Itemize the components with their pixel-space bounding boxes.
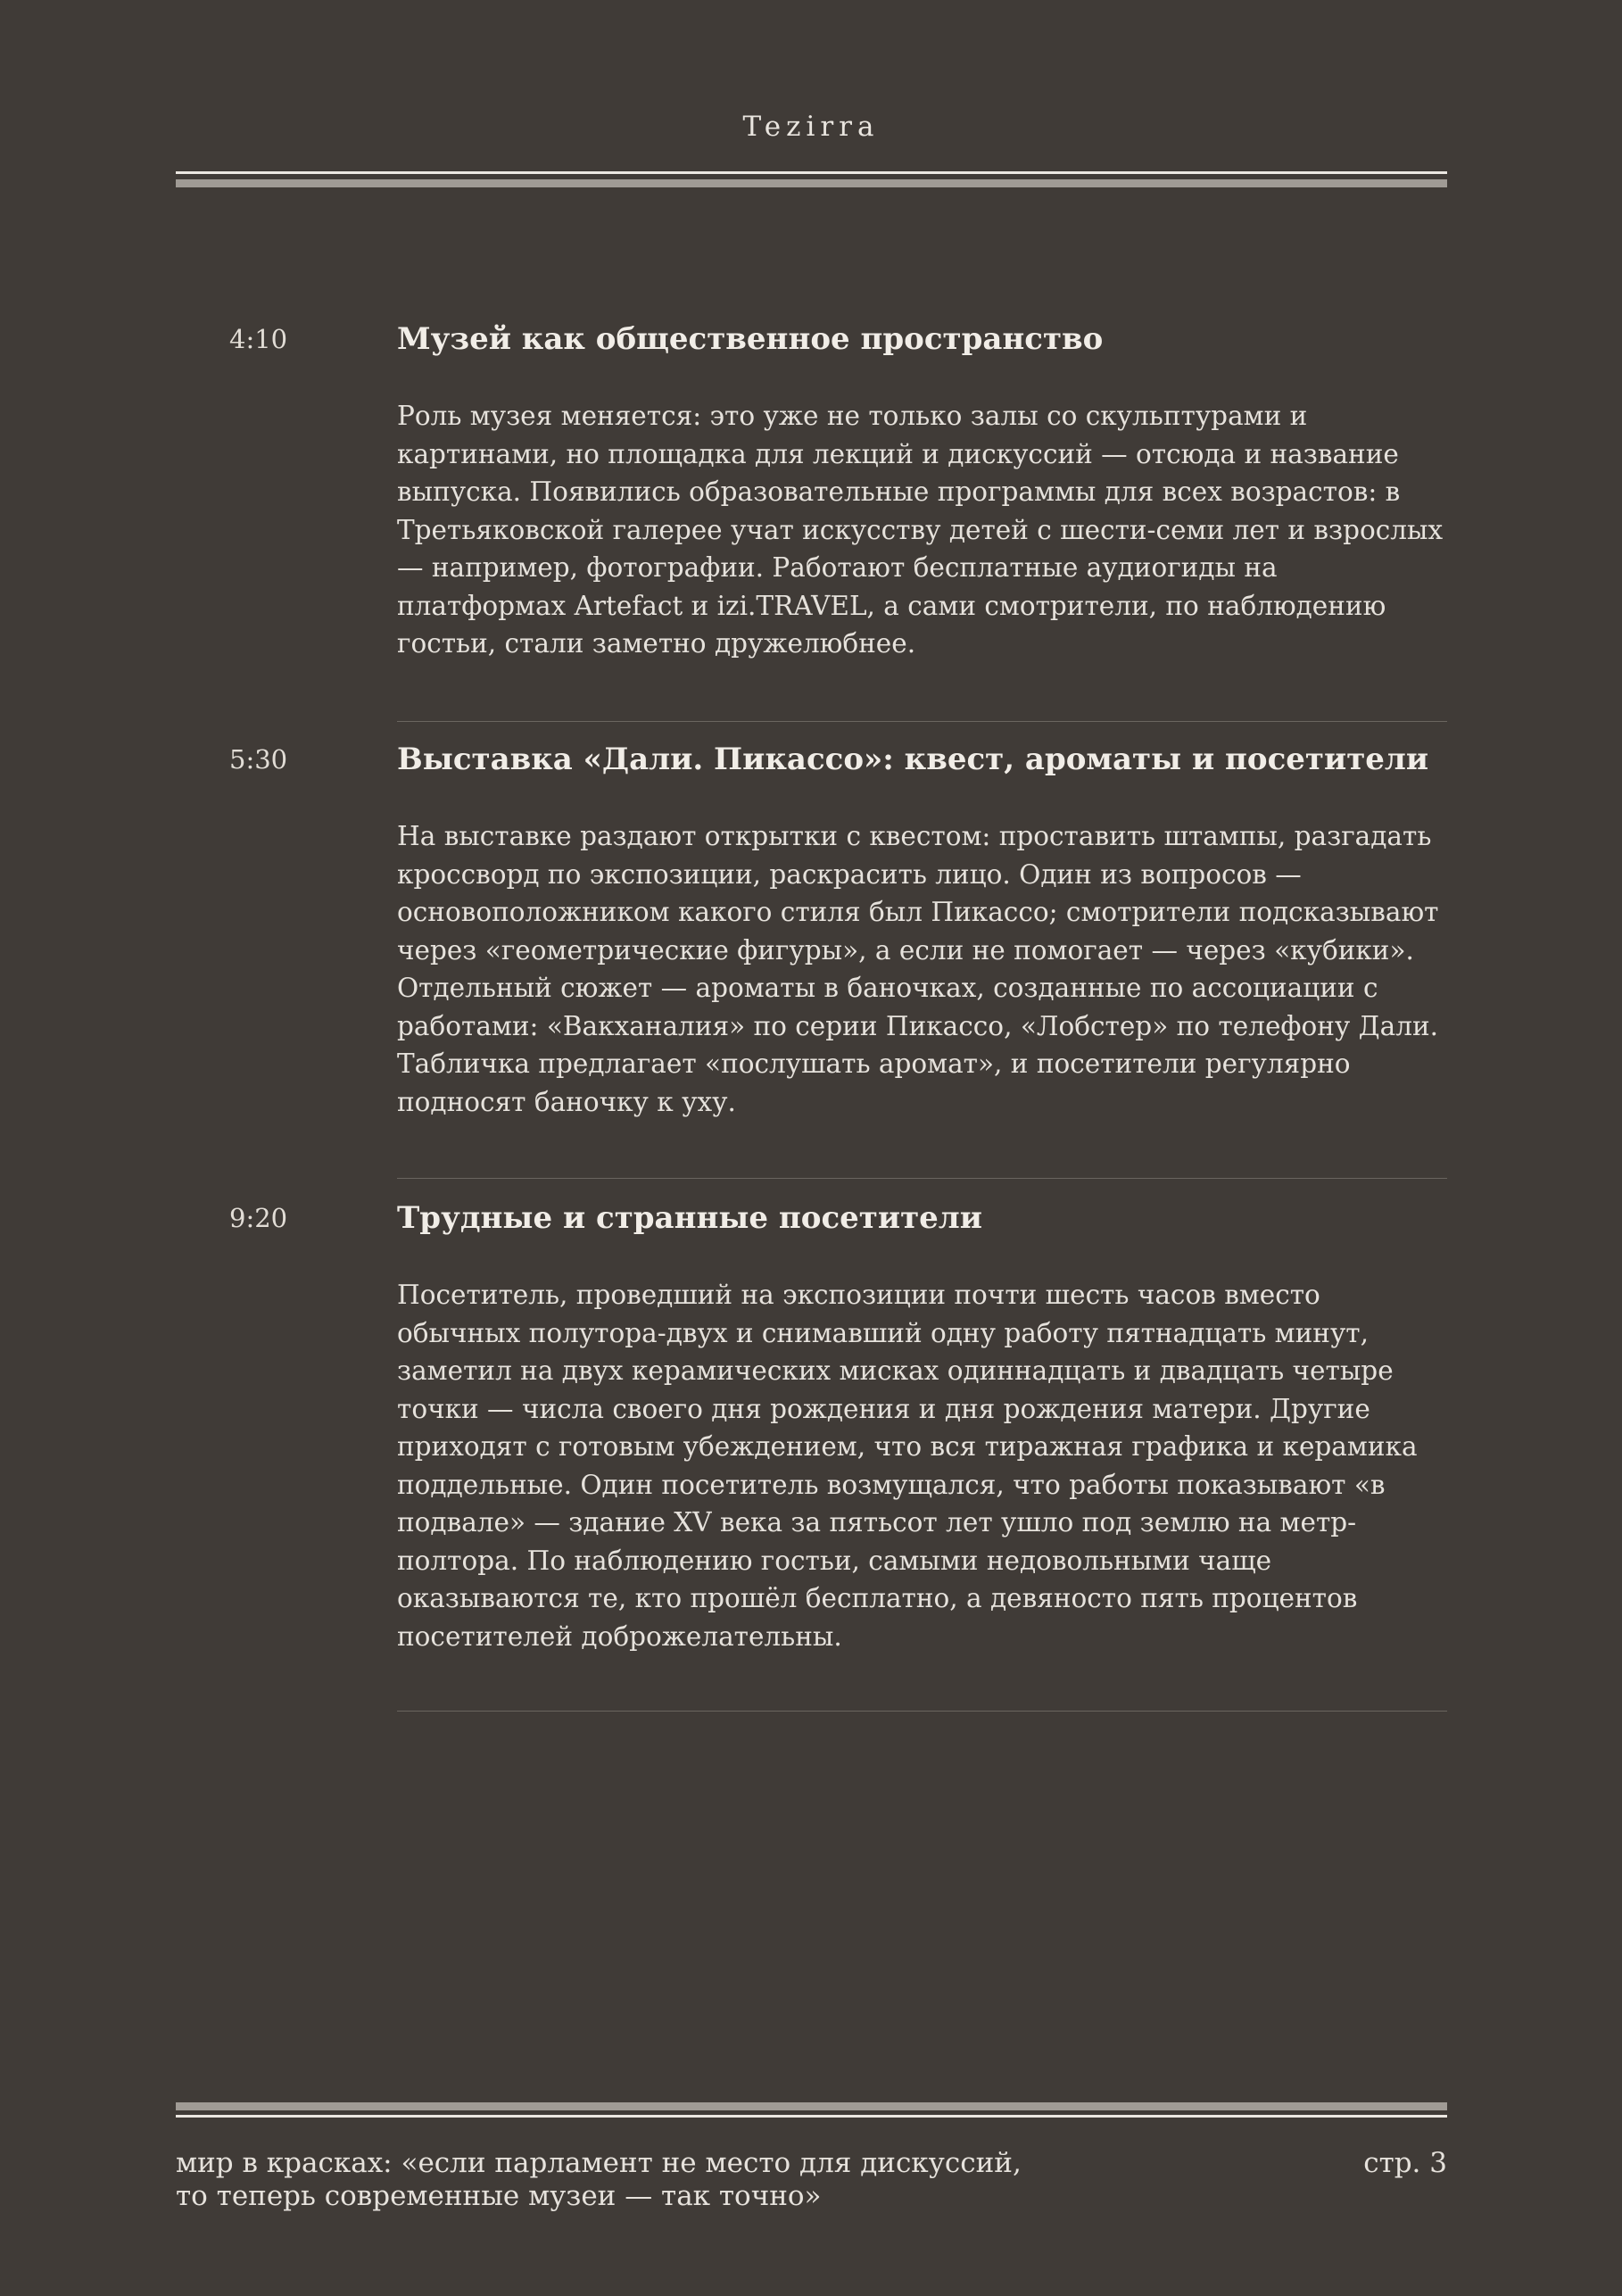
- header-rule-thick: [176, 179, 1447, 187]
- footer-rule-thin: [176, 2115, 1447, 2118]
- episode-caption-line-2: то теперь современные музеи — так точно»: [176, 2180, 822, 2212]
- footer-rule-thick: [176, 2102, 1447, 2110]
- timestamp: 9:20: [229, 1203, 288, 1233]
- segment-title: Выставка «Дали. Пикассо»: квест, ароматы и посетители: [397, 742, 1429, 777]
- segment-title: Трудные и странные посетители: [397, 1200, 982, 1236]
- header-rule-thin: [176, 171, 1447, 174]
- segment-divider: [397, 1711, 1447, 1712]
- timestamp: 4:10: [229, 324, 288, 354]
- segment-summary: Роль музея меняется: это уже не только залы со скульптурами и картинами, но площадка для лекций и дискуссий — отсюда и название выпуска. Появились образовательные программы для всех возрастов: в Третьяковской галерее учат искусству детей с шести-семи лет и взрослых — например, фотографии. Работают бесплатные аудиогиды на платформах Artefact и izi.TRAVEL, а сами смотрители, по наблюдению гостьи, стали заметно дружелюбнее.: [397, 401, 1444, 659]
- page-number: стр. 3: [1363, 2147, 1447, 2179]
- segment-divider: [397, 721, 1447, 722]
- publication-title: Tezirra: [742, 111, 880, 143]
- episode-caption-line-1: мир в красках: «если парламент не место для дискуссий,: [176, 2147, 1022, 2179]
- segment-divider: [397, 1178, 1447, 1179]
- segment-summary: Посетитель, проведший на экспозиции почти шесть часов вместо обычных полутора-двух и снимавший одну работу пятнадцать минут, заметил на двух керамических мисках одиннадцать и двадцать четыре точки — числа своего дня рождения и дня рождения матери. Другие приходят с готовым убеждением, что вся тиражная графика и керамика поддельные. Один посетитель возмущался, что работы показывают «в подвале» — здание XV века за пятьсот лет ушло под землю на метр-полтора. По наблюдению гостьи, самыми недовольными чаще оказываются те, кто прошёл бесплатно, а девяносто пять процентов посетителей доброжелательны.: [397, 1280, 1418, 1652]
- timestamp: 5:30: [229, 744, 288, 775]
- episode-caption: [176, 2147, 1022, 2213]
- segment-title: Музей как общественное пространство: [397, 321, 1104, 357]
- segment-summary: На выставке раздают открытки с квестом: проставить штампы, разгадать кроссворд по экспозиции, раскрасить лицо. Один из вопросов — основоположником какого стиля был Пикассо; смотрители подсказывают через «геометрические фигуры», а если не помогает — через «кубики». Отдельный сюжет — ароматы в баночках, созданные по ассоциации с работами: «Вакханалия» по серии Пикассо, «Лобстер» по телефону Дали. Табличка предлагает «послушать аромат», и посетители регулярно подносят баночку к уху.: [397, 821, 1439, 1117]
